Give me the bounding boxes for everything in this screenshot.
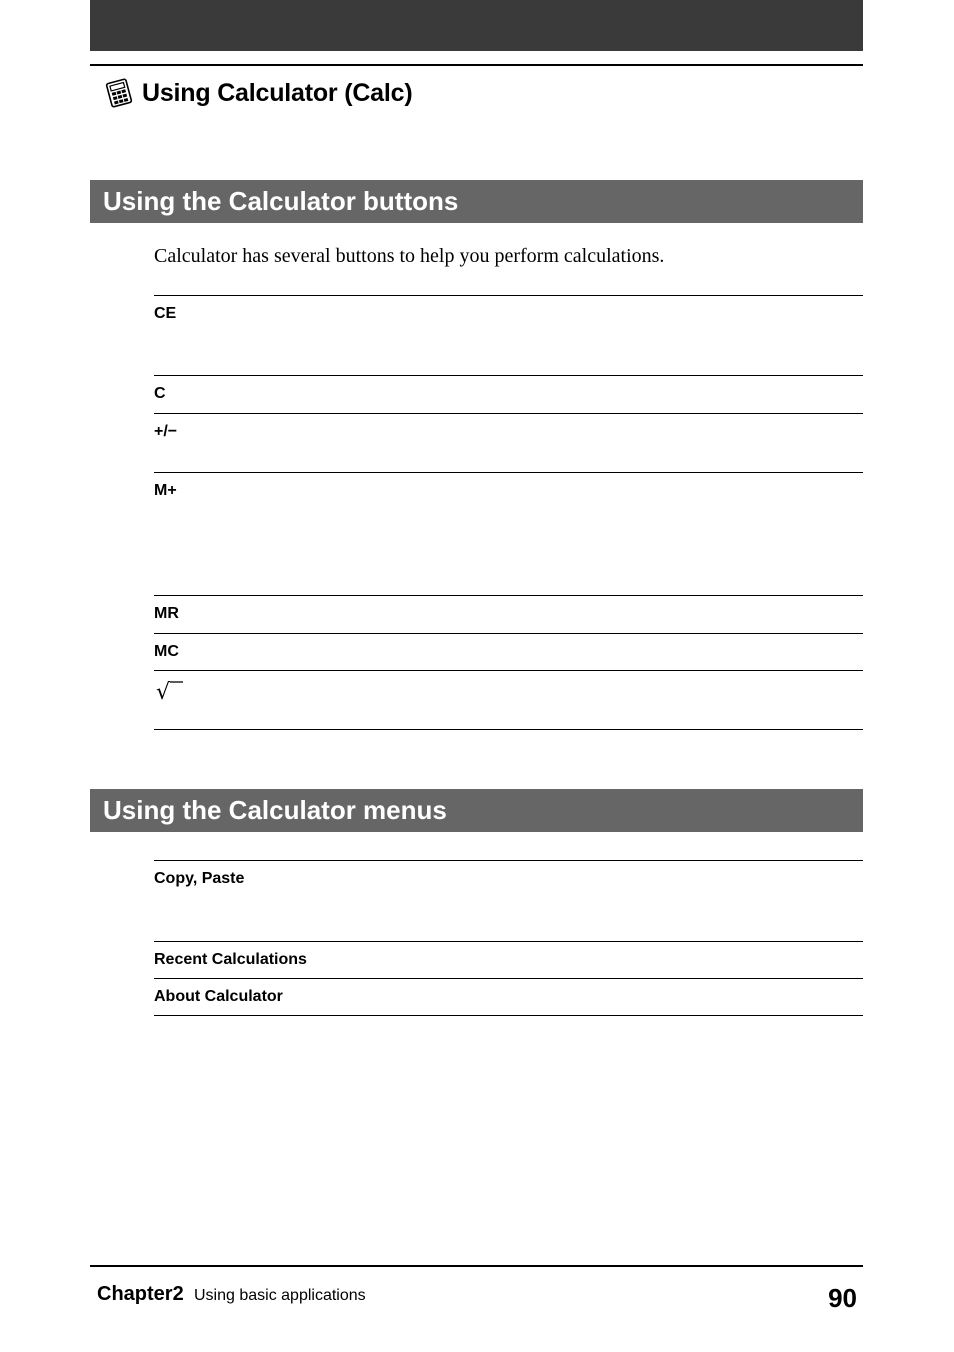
table-row: [154, 472, 863, 595]
footer-rule: [90, 1265, 863, 1267]
calculator-icon: [104, 78, 134, 108]
page-title: Using Calculator (Calc): [142, 78, 413, 107]
buttons-table: [154, 295, 863, 730]
button-term-m-plus: M+: [154, 482, 177, 499]
menu-term-about-calculator: About Calculator: [154, 988, 283, 1005]
section-title: Using the Calculator buttons: [103, 186, 459, 216]
table-row: [154, 670, 863, 730]
table-row: [154, 375, 863, 413]
footer-chapter: Chapter2: [97, 1283, 184, 1305]
table-row: [154, 595, 863, 633]
menu-term-copy-paste: Copy, Paste: [154, 870, 245, 887]
table-row: [154, 941, 863, 978]
button-term-plus-minus: +/−: [154, 423, 178, 440]
intro-paragraph: Calculator has several buttons to help you perform calculations.: [154, 245, 665, 267]
table-row: [154, 978, 863, 1016]
section-heading-buttons: [90, 180, 863, 223]
section-heading-menus: [90, 789, 863, 832]
button-term-mr: MR: [154, 605, 179, 622]
table-row: [154, 860, 863, 941]
header-rule: [90, 64, 863, 66]
button-term-mc: MC: [154, 643, 179, 660]
page-header: [104, 76, 412, 110]
square-root-icon: [156, 679, 186, 705]
square-root-symbol: √: [156, 680, 171, 705]
button-term-c: C: [154, 385, 166, 402]
top-banner: [90, 0, 863, 51]
menus-table: [154, 860, 863, 1016]
table-row: [154, 413, 863, 472]
button-term-ce: CE: [154, 305, 177, 322]
page-number: 90: [828, 1283, 857, 1313]
table-row: [154, 633, 863, 670]
menu-term-recent-calculations: Recent Calculations: [154, 951, 307, 968]
table-row: [154, 295, 863, 375]
section-title: Using the Calculator menus: [103, 795, 447, 825]
footer-subtitle: Using basic applications: [194, 1287, 366, 1304]
